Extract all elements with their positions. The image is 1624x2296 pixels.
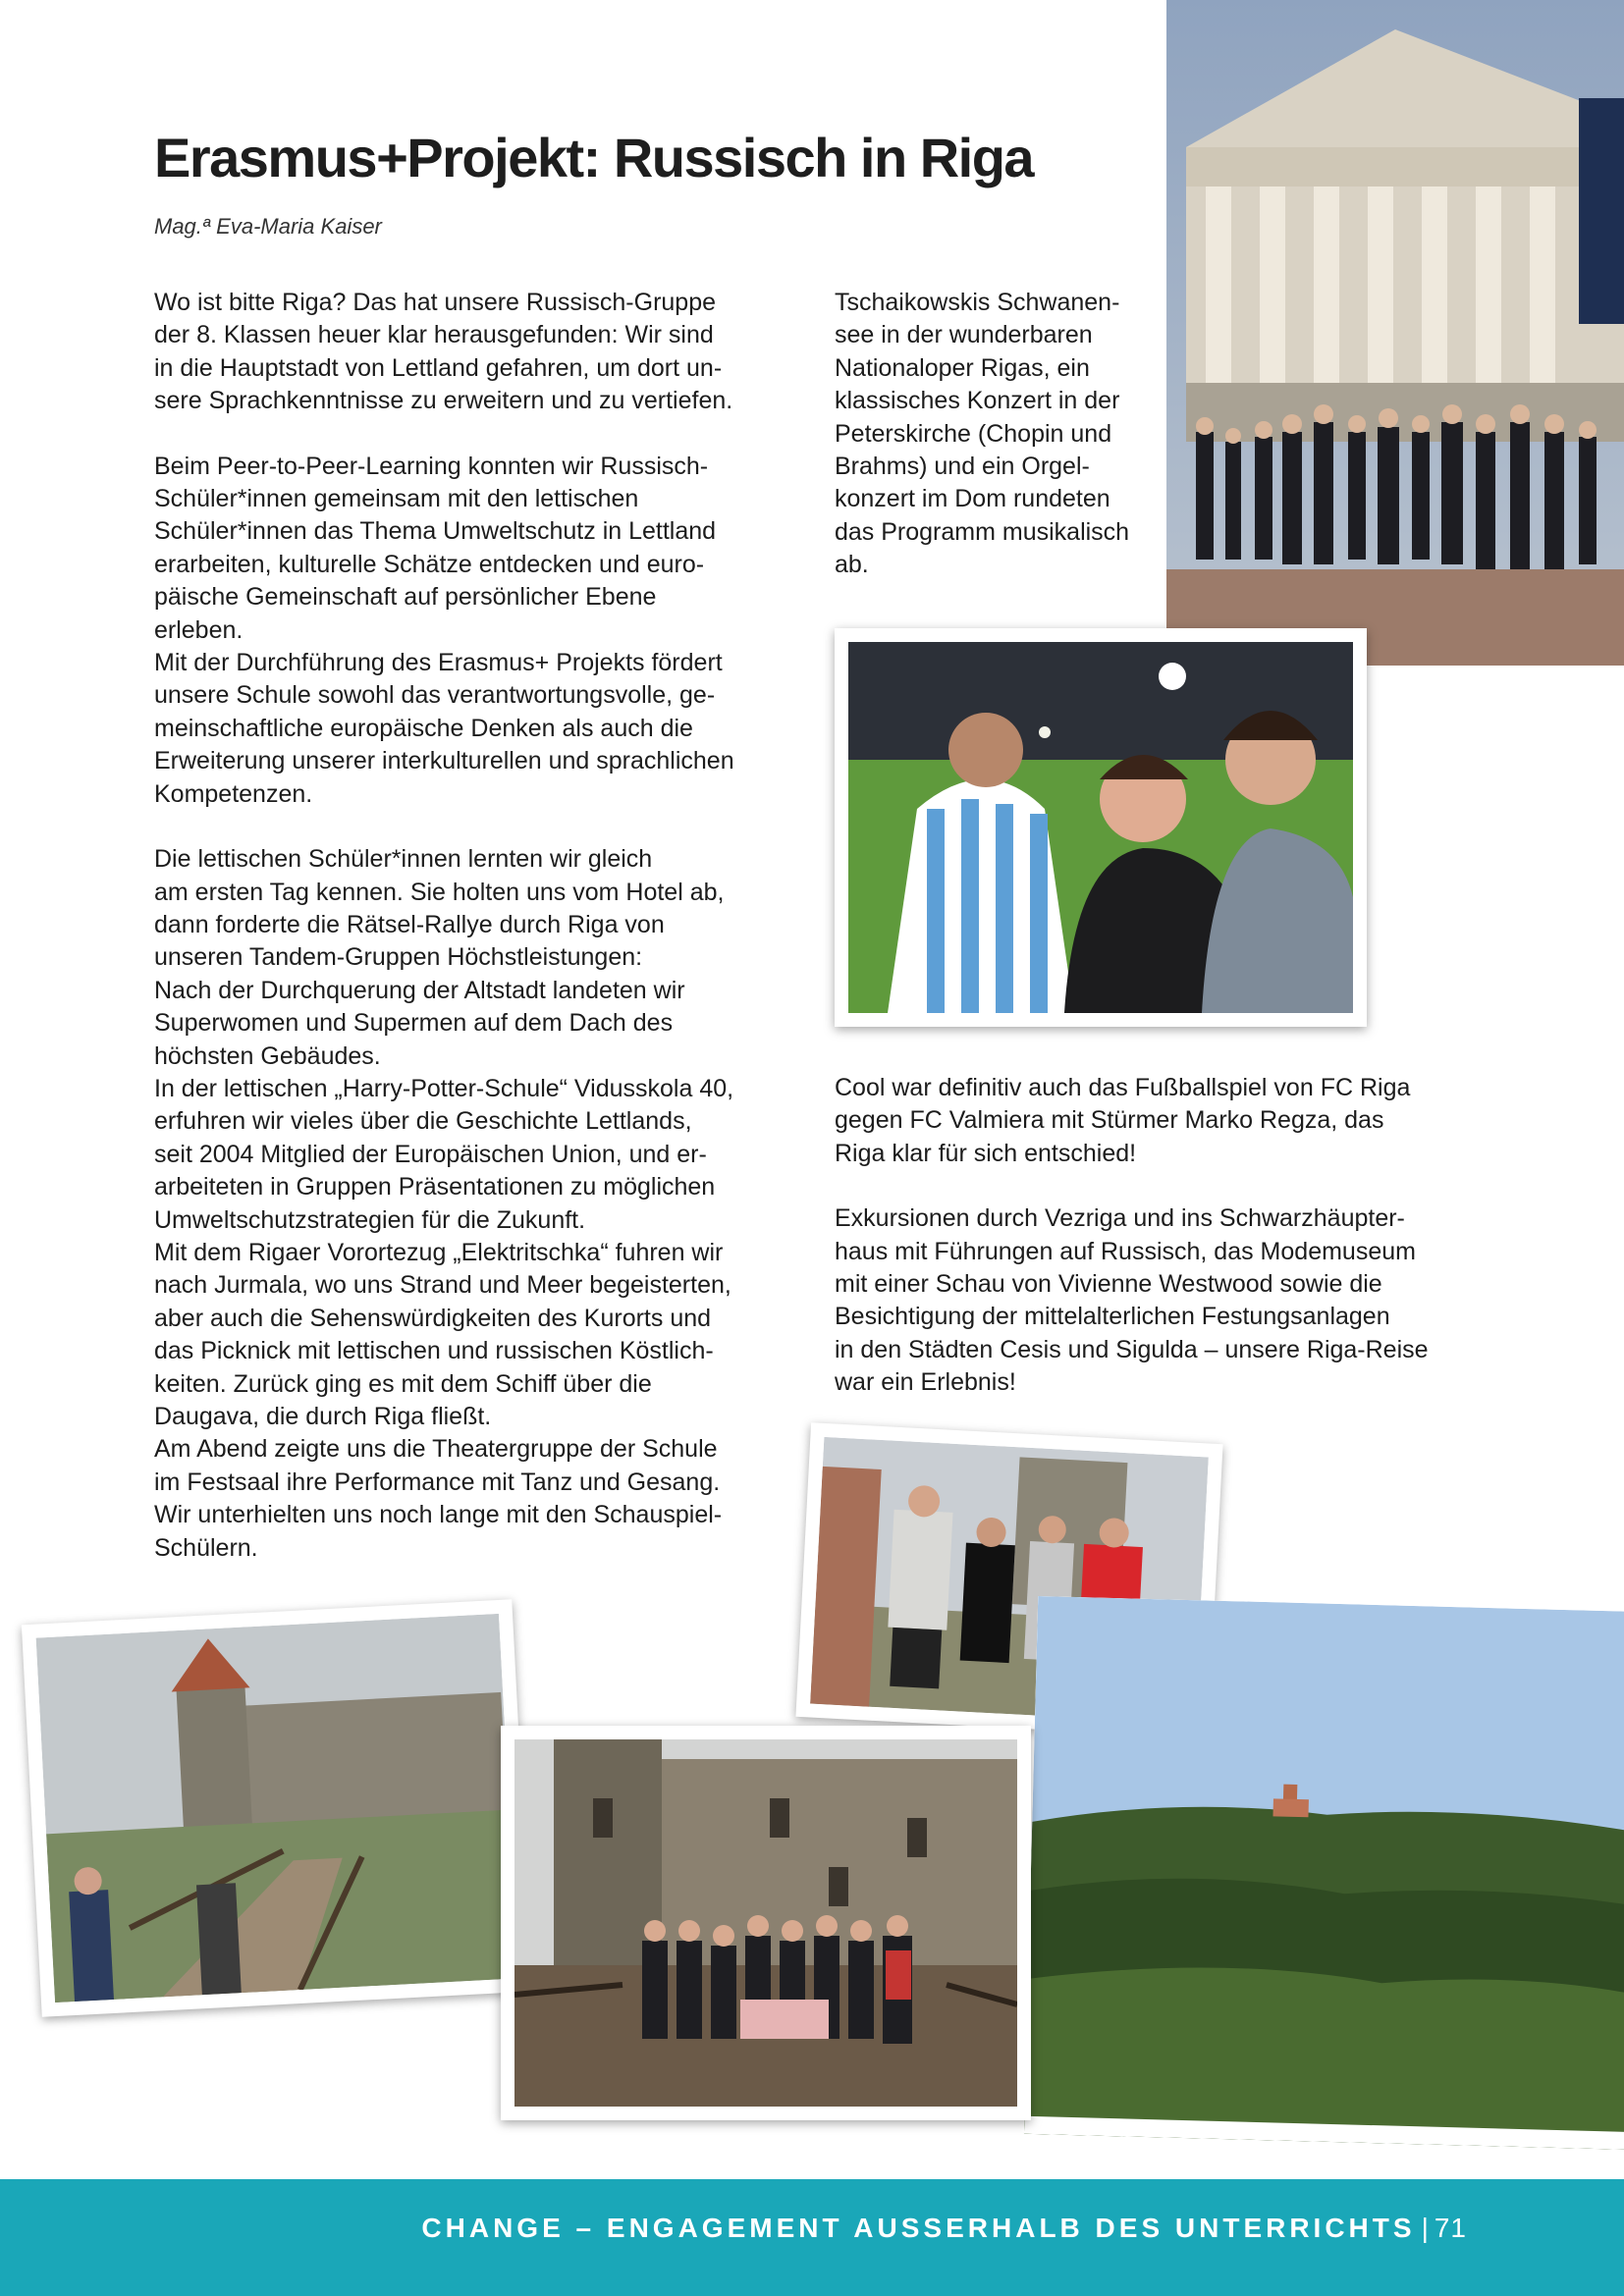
text-line: Cool war definitiv auch das Fußballspiel von FC Riga: [835, 1074, 1411, 1101]
text-line: see in der wunderbaren: [835, 321, 1093, 349]
text-line: der 8. Klassen heuer klar herausgefunden: Wir sind: [154, 321, 714, 349]
text-line: gegen FC Valmiera mit Stürmer Marko Regza, das: [835, 1106, 1384, 1135]
article-paragraph: [835, 1202, 1483, 1399]
text-line: das Programm musikalisch: [835, 517, 1130, 546]
text-line: Tschaikowskis Schwanen-: [835, 289, 1120, 316]
right-text-column-middle: [835, 1072, 1483, 1432]
article-paragraph: [154, 647, 792, 811]
text-line: Nationaloper Rigas, ein: [835, 353, 1090, 382]
text-line: Beim Peer-to-Peer-Learning konnten wir Russisch-: [154, 452, 709, 480]
footer-section: CHANGE – ENGAGEMENT AUSSERHALB DES UNTERRICHTS: [421, 2213, 1416, 2243]
text-line: in die Hauptstadt von Lettland gefahren, um dort un-: [154, 353, 723, 382]
text-line: in den Städten Cesis und Sigulda – unsere Riga-Reise: [835, 1335, 1429, 1363]
article-paragraph: [154, 451, 792, 647]
text-line: arbeiteten in Gruppen Präsentationen zu möglichen: [154, 1173, 716, 1201]
text-line: Nach der Durchquerung der Altstadt landeten wir: [154, 976, 685, 1004]
footer-running-title: [421, 2213, 1467, 2244]
footer-separator: |: [1421, 2213, 1429, 2243]
foggy-castle-bridge-photo: [22, 1599, 532, 2017]
text-line: am ersten Tag kennen. Sie holten uns vom Hotel ab,: [154, 878, 725, 906]
forest-castle-photo: [1024, 1596, 1624, 2150]
text-line: unseren Tandem-Gruppen Höchstleistungen:: [154, 943, 643, 972]
footer-bar: [0, 2179, 1624, 2296]
text-line: erfuhren wir vieles über die Geschichte Lettlands,: [154, 1107, 692, 1136]
text-line: konzert im Dom rundeten: [835, 485, 1110, 513]
text-line: Erweiterung unserer interkulturellen und sprachlichen: [154, 747, 734, 775]
text-line: Mit dem Rigaer Vorortezug „Elektritschka“ fuhren wir: [154, 1238, 724, 1266]
article-paragraph: [154, 843, 792, 1073]
article-paragraph: [154, 287, 792, 418]
football-selfie-photo: [835, 628, 1367, 1027]
text-line: war ein Erlebnis!: [835, 1368, 1016, 1397]
text-line: Umweltschutzstrategien für die Zukunft.: [154, 1205, 586, 1234]
text-line: nach Jurmala, wo uns Strand und Meer begeisterten,: [154, 1271, 731, 1300]
text-line: im Festsaal ihre Performance mit Tanz und Gesang.: [154, 1468, 721, 1496]
text-line: Schülern.: [154, 1533, 258, 1562]
text-line: Peterskirche (Chopin und: [835, 419, 1112, 448]
text-line: ab.: [835, 551, 869, 579]
text-line: Superwomen und Supermen auf dem Dach des: [154, 1009, 674, 1038]
text-line: meinschaftliche europäische Denken als auch die: [154, 714, 693, 742]
text-line: päische Gemeinschaft auf persönlicher Ebene: [154, 583, 657, 612]
text-line: das Picknick mit lettischen und russischen Köstlich-: [154, 1337, 714, 1365]
article-paragraph: [835, 1072, 1483, 1170]
article-paragraph: [154, 1073, 792, 1237]
text-line: In der lettischen „Harry-Potter-Schule“ Vidusskola 40,: [154, 1074, 734, 1102]
text-line: Am Abend zeigte uns die Theatergruppe der Schule: [154, 1435, 718, 1464]
text-line: keiten. Zurück ging es mit dem Schiff über die: [154, 1369, 652, 1398]
text-line: Die lettischen Schüler*innen lernten wir gleich: [154, 845, 653, 874]
text-line: seit 2004 Mitglied der Europäischen Union, und er-: [154, 1140, 707, 1168]
text-line: Schüler*innen gemeinsam mit den lettischen: [154, 485, 639, 513]
text-line: klassisches Konzert in der: [835, 387, 1120, 415]
text-line: Mit der Durchführung des Erasmus+ Projekts fördert: [154, 649, 723, 677]
left-text-column: [154, 287, 792, 1597]
text-line: erleben.: [154, 615, 244, 644]
right-text-column-top: [835, 287, 1168, 614]
article-paragraph: [154, 1433, 792, 1565]
text-line: Wir unterhielten uns noch lange mit den Schauspiel-: [154, 1501, 723, 1529]
text-line: Wo ist bitte Riga? Das hat unsere Russisch-Gruppe: [154, 289, 717, 316]
opera-house-photo: [1166, 0, 1624, 666]
article-title: Erasmus+Projekt: Russisch in Riga: [154, 127, 1034, 188]
article-paragraph: [835, 287, 1168, 582]
castle-ruin-group-photo: [501, 1726, 1031, 2120]
text-line: höchsten Gebäudes.: [154, 1041, 381, 1070]
text-line: Exkursionen durch Vezriga und ins Schwarzhäupter-: [835, 1204, 1405, 1233]
text-line: sere Sprachkenntnisse zu erweitern und zu vertiefen.: [154, 387, 733, 415]
text-line: Riga klar für sich entschied!: [835, 1139, 1137, 1167]
text-line: dann forderte die Rätsel-Rallye durch Riga von: [154, 910, 665, 938]
text-line: Schüler*innen das Thema Umweltschutz in Lettland: [154, 517, 717, 546]
text-line: Daugava, die durch Riga fließt.: [154, 1403, 492, 1430]
text-line: mit einer Schau von Vivienne Westwood sowie die: [835, 1270, 1382, 1299]
page-number: 71: [1434, 2213, 1467, 2243]
text-line: Besichtigung der mittelalterlichen Festungsanlagen: [835, 1303, 1390, 1331]
text-line: unsere Schule sowohl das verantwortungsvolle, ge-: [154, 681, 716, 710]
article-paragraph: [154, 1237, 792, 1433]
text-line: Brahms) und ein Orgel-: [835, 453, 1090, 481]
text-line: Kompetenzen.: [154, 779, 313, 808]
article-author: Mag.ª Eva-Maria Kaiser: [154, 214, 382, 239]
text-line: erarbeiten, kulturelle Schätze entdecken und euro-: [154, 550, 705, 578]
text-line: aber auch die Sehenswürdigkeiten des Kurorts und: [154, 1304, 712, 1332]
text-line: haus mit Führungen auf Russisch, das Modemuseum: [835, 1237, 1416, 1265]
